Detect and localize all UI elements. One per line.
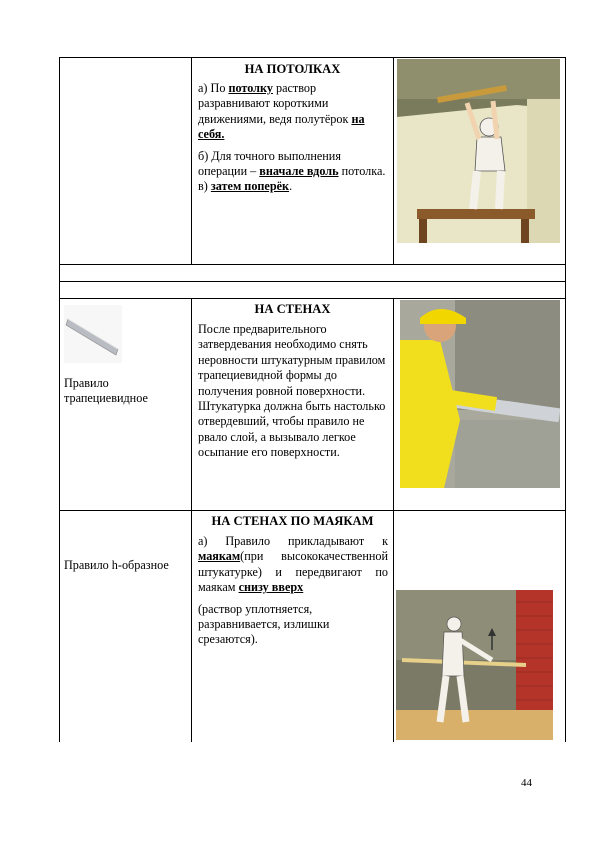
table-column-divider-1: [191, 57, 192, 264]
tool-label-trapezoidal-rule: Правило трапециевидное: [64, 376, 148, 406]
table-row-divider: [59, 281, 566, 282]
trapezoidal-rule-tool-photo: [64, 305, 122, 363]
table-border-left: [59, 57, 60, 742]
section-title-ceiling: НА ПОТОЛКАХ: [244, 62, 341, 76]
beacons-instructions: [198, 534, 388, 654]
table-border-top: [59, 57, 566, 58]
walls-instructions: После предварительного затвердевания необходимо снять неровности штукатурным правилом трапециевидной формы до получения ровной поверхности. Штукатурка должна быть настолько отвердевший, чтобы правило не рвало слой, а вызывало легкое осыпание его поверхности.: [198, 322, 386, 460]
table-border-right: [565, 57, 566, 742]
ceiling-plastering-illustration: [397, 59, 560, 243]
section-title-walls-beacons: НА СТЕНАХ ПО МАЯКАМ: [211, 514, 374, 528]
tool-label-h-rule: Правило h-образное: [64, 558, 169, 572]
section-title-walls: НА СТЕНАХ: [254, 302, 331, 316]
beacons-rule-illustration: [396, 590, 553, 740]
table-column-divider-2: [393, 298, 394, 742]
table-column-divider-2: [393, 57, 394, 264]
ceiling-step-b: б) Для точного выполнения операции – вначале вдоль потолка. в) затем поперёк.: [198, 148, 386, 194]
table-row-divider: [59, 264, 566, 265]
beacons-note: (раствор уплотняется, разравнивается, излишки срезаются).: [198, 601, 330, 647]
ceiling-step-a: а) По потолку раствор разравнивают короткими движениями, ведя полутёрок на себя.: [198, 81, 365, 142]
ceiling-instructions: [198, 81, 388, 201]
table-row-divider: [59, 510, 566, 511]
beacons-step-a: а) Правило прикладывают к маякам(при высококачественной штукатурке) и передвигают по маякам снизу вверх: [198, 534, 388, 595]
table-row-divider: [59, 298, 566, 299]
wall-leveling-photo: [400, 300, 560, 488]
page-number: 44: [521, 777, 532, 789]
